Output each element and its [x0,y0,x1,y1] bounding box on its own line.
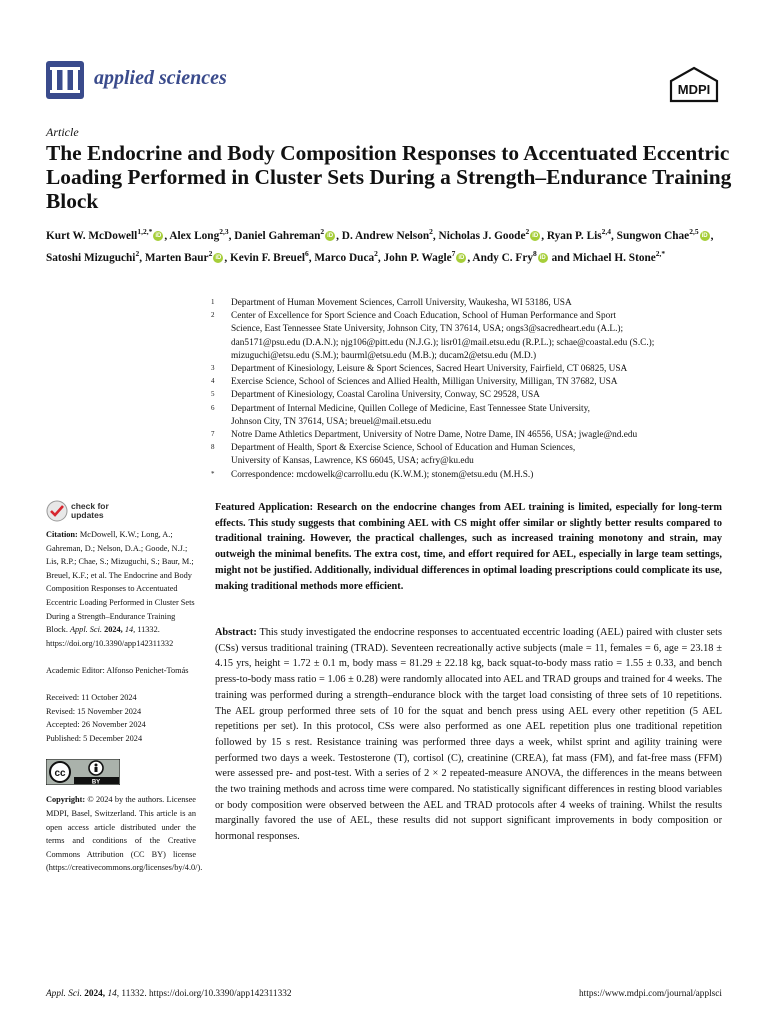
author-name[interactable]: Michael H. Stone [572,251,656,264]
orcid-icon[interactable]: iD [701,233,708,240]
author-affiliation-sup: 2 [525,227,530,236]
orcid-icon[interactable]: iD [155,233,162,240]
footer-year: 2024, [81,989,106,999]
affiliation-line: Department of Human Movement Sciences, Carroll University, Waukesha, WI 53186, USA [231,298,572,308]
author-affiliation-sup: 2 [429,227,433,236]
affiliation-number: * [211,469,215,478]
journal-name: applied sciences [94,67,227,89]
orcid-icon[interactable]: iD [532,233,539,240]
author-name[interactable]: Nicholas J. Goode [438,229,526,242]
orcid-icon[interactable]: iD [458,254,465,261]
author-affiliation-sup: 2 [208,248,213,258]
footer-citation [46,989,292,999]
author-name[interactable]: Marten Baur [144,251,209,264]
featured-text: Research on the endocrine changes from AEL training is limited, especially for long-term effects. This study suggests that combining AEL with CS might offer similar or slightly better results compared to traditional training. However, the practical challenges, such as increased training monotony and strain, may outweigh the minimal benefits. The extra cost, time, and effort required for AEL, especially in large team settings, might not be justified. Additionally, individual differences in optimal loading prescriptions could complicate its use, making traditional methods more efficient. [215,502,722,592]
affiliation-item [211,442,741,468]
author-name[interactable]: Satoshi Mizuguchi [46,251,136,264]
affiliation-line: Department of Internal Medicine, Quillen College of Medicine, East Tennessee State University, [231,403,590,414]
abstract-label: Abstract: [215,627,257,638]
received-date: Received: 11 October 2024 [46,692,137,702]
citation-journal: Appl. Sci. [69,625,102,635]
author-name[interactable]: Marco Duca [314,251,375,264]
author-name[interactable]: John P. Wagle [383,251,452,264]
revised-date: Revised: 15 November 2024 [46,706,142,716]
orcid-icon[interactable]: iD [327,233,334,240]
affiliation-item [211,429,741,442]
copyright-label: Copyright: [46,795,86,805]
affiliation-text [231,363,741,376]
footer-journal: Appl. Sci. [46,989,82,999]
sidebar [46,528,203,875]
check-for-updates-badge[interactable] [46,499,116,523]
affiliation-text [231,442,741,468]
author-name[interactable]: Daniel Gahreman [234,229,321,242]
affiliation-item [211,376,741,389]
author-separator: , [611,229,617,242]
footer-volume: 14, [105,989,120,999]
affiliation-line: Center of Excellence for Sport Science and Coach Education, School of Human Performance and Sport [231,311,616,322]
affiliation-item [211,363,741,376]
affiliations [211,297,741,482]
affiliation-number: 8 [211,443,215,452]
author-affiliation-sup: 2 [135,248,140,258]
affiliation-line: Notre Dame Athletics Department, University of Notre Dame, Notre Dame, IN 46556, USA; jwagle@nd.edu [231,430,638,441]
author-affiliation-sup: 2,* [655,248,666,258]
author-separator: , [710,229,714,242]
accepted-date: Accepted: 26 November 2024 [46,720,146,730]
academic-editor: Academic Editor: Alfonso Penichet-Tomás [46,665,189,675]
author-affiliation-sup: 2 [374,248,378,258]
affiliation-line: Correspondence: mcdowelk@carrollu.edu (K.W.M.); stonem@etsu.edu (M.H.S.) [231,469,534,480]
affiliation-number: 4 [211,377,215,386]
affiliation-line: University of Kansas, Lawrence, KS 66045, USA; acfry@ku.edu [231,456,474,467]
affiliation-number: 2 [211,311,215,320]
affiliation-item [211,403,741,429]
affiliation-text [231,310,741,363]
affiliation-line: mizuguchi@etsu.edu (S.M.); baurml@etsu.edu (M.B.); ducam2@etsu.edu (M.D.) [231,350,537,361]
author-separator: , [467,251,473,264]
author-affiliation-sup: 2,5 [689,227,699,236]
affiliation-text [231,469,741,482]
author-name[interactable]: Kurt W. McDowell [46,229,138,242]
author-affiliation-sup: 8 [533,248,537,258]
affiliation-number: 6 [211,403,215,412]
affiliation-line: Science, East Tennessee State University, Johnson City, TN 37614, USA; ongs3@sacredheart.edu (A.L.); [231,324,624,335]
published-date: Published: 5 December 2024 [46,733,143,743]
affiliation-item [211,389,741,402]
affiliation-line: Department of Kinesiology, Leisure & Sport Sciences, Sacred Heart University, Fairfield, CT 06825, USA [231,364,628,375]
author-separator: , [228,229,235,242]
svg-text:cc: cc [54,767,66,779]
citation-year: 2024, [102,625,123,635]
affiliation-number: 3 [211,364,215,373]
featured-application [215,500,722,594]
affiliation-item [211,310,741,363]
orcid-icon[interactable]: iD [539,254,546,261]
affiliation-number: 1 [211,298,215,306]
author-name[interactable]: Sungwon Chae [616,229,690,242]
copyright-text: © 2024 by the authors. Licensee MDPI, Basel, Switzerland. This article is an open access article distributed under the terms and conditions of the Creative Commons Attribution (CC BY) license (https://creativecommons.org/licenses/by/4.0/). [46,795,203,873]
mdpi-logo-icon [668,66,720,104]
author-affiliation-sup: 1,2,* [137,227,153,236]
citation-doi[interactable]: 11332. https://doi.org/10.3390/app142311332 [46,625,174,648]
author-affiliation-sup: 2,3 [219,227,229,236]
citation-text: McDowell, K.W.; Long, A.; Gahreman, D.; Nelson, D.A.; Goode, N.J.; Lis, R.P.; Chae, S.; Mizuguchi, S.; Baur, M.; Breuel, K.F.; et al. The Endocrine and Body Composition Responses to Accentuated Eccentric Loading Performed in Cluster Sets During a Strength–Endurance Training Block. [46,530,195,635]
affiliation-text [231,297,741,310]
dates-block [46,691,196,745]
author-name[interactable]: Kevin F. Breuel [229,251,305,264]
copyright-block [46,793,203,875]
check-line1: check for [71,501,109,511]
author-affiliation-sup: 6 [304,248,309,258]
author-separator: , [164,229,170,242]
affiliation-line: dan5171@psu.edu (D.A.N.); njg106@pitt.edu (N.J.G.); lisr01@mail.etsu.edu (R.P.L.); schae@coastal.edu (S.C.); [231,337,655,348]
check-line2: updates [71,510,104,520]
author-affiliation-sup: 2 [320,227,325,236]
citation-volume: 14, [122,625,136,635]
affiliation-text [231,389,741,402]
cc-by-label: BY [91,779,101,785]
author-separator: , [377,251,384,264]
author-name[interactable]: Ryan P. Lis [546,229,602,242]
affiliation-number: 5 [211,390,215,399]
citation-block [46,528,196,650]
citation-label: Citation: [46,530,78,539]
featured-label: Featured Application: [215,502,314,513]
author-separator: , [336,229,342,242]
author-separator: , [432,229,439,242]
author-separator: , [541,229,547,242]
author-separator: , [224,251,230,264]
footer-journal-url[interactable]: https://www.mdpi.com/journal/applsci [579,989,722,999]
affiliation-item [211,297,741,310]
affiliation-text [231,429,741,442]
affiliation-text [231,376,741,389]
affiliation-item [211,469,741,482]
journal-logo-icon [46,61,84,99]
affiliation-number: 7 [211,430,215,439]
affiliation-line: Department of Health, Sport & Exercise Science, School of Education and Human Sciences, [231,443,576,454]
author-name[interactable]: Alex Long [169,229,220,242]
author-separator: , [139,251,145,264]
abstract [215,625,722,845]
author-name[interactable]: Andy C. Fry [472,251,533,264]
author-name[interactable]: D. Andrew Nelson [341,229,430,242]
check-updates-icon [46,500,68,522]
publisher-name: MDPI [677,82,711,97]
author-list [46,223,736,267]
author-affiliation-sup: 2,4 [601,227,612,236]
abstract-text: This study investigated the endocrine responses to accentuated eccentric loading (AEL) paired with cluster sets (CSs) versus traditional training (TRAD). Seventeen recreationally active subjects (male = 11, females = 6, age = 23.18 ± 4.15 yrs, height = 1.72 ± 0.1 m, body mass = 81.29 ± 22.18 kg, back squat-to-body mass ratio = 1.55 ± 0.33, and bench press-to-body mass ratio = 1.06 ± 0.28) were randomly allocated into AEL and TRAD groups and trained for 4 weeks. The training was performed during a strength–endurance block with the target load consisting of three sets of 10 repetitions. The AEL group performed three sets of 10 for the squat and bench press using AEL every other repetition (5 AEL repetitions per set). In this protocol, CSs were also performed as one AEL repetition plus one traditional repetition followed by 15 s rest. Resistance training was performed three days a week, whilst sprint and agility training were performed two days a week. Testosterone (T), cortisol (C), creatinine (CREA), fat mass (FM), and fat-free mass (FFM) were assessed pre- and post-test. With a series of 2 × 2 repeated-measure ANOVA, the differences in the means between the two training methods and across time were compared. No statistically significant differences in resting blood variables or body composition were observed between the AEL and TRAD protocols after 4 weeks of training. Whilst the results marginally favored the use of AEL, these results did not support significant improvements in body composition or hormonal responses. [215,627,722,843]
footer-doi[interactable]: 11332. https://doi.org/10.3390/app142311332 [119,989,292,999]
author-affiliation-sup: 7 [451,248,456,258]
affiliation-line: Johnson City, TN 37614, USA; breuel@mail.etsu.edu [231,416,432,427]
affiliation-line: Department of Kinesiology, Coastal Carolina University, Conway, SC 29528, USA [231,390,540,401]
article-type: Article [46,125,79,139]
author-separator: and [548,251,573,264]
orcid-icon[interactable]: iD [215,254,222,261]
affiliation-text [231,403,741,429]
author-separator: , [308,251,315,264]
affiliation-line: Exercise Science, School of Sciences and Allied Health, Milligan University, Milligan, TN 37682, USA [231,377,618,388]
cc-by-license-icon[interactable] [46,759,120,785]
article-title: The Endocrine and Body Composition Responses to Accentuated Eccentric Loading Performed in Cluster Sets During a Strength–Endurance Training Block [46,141,732,213]
